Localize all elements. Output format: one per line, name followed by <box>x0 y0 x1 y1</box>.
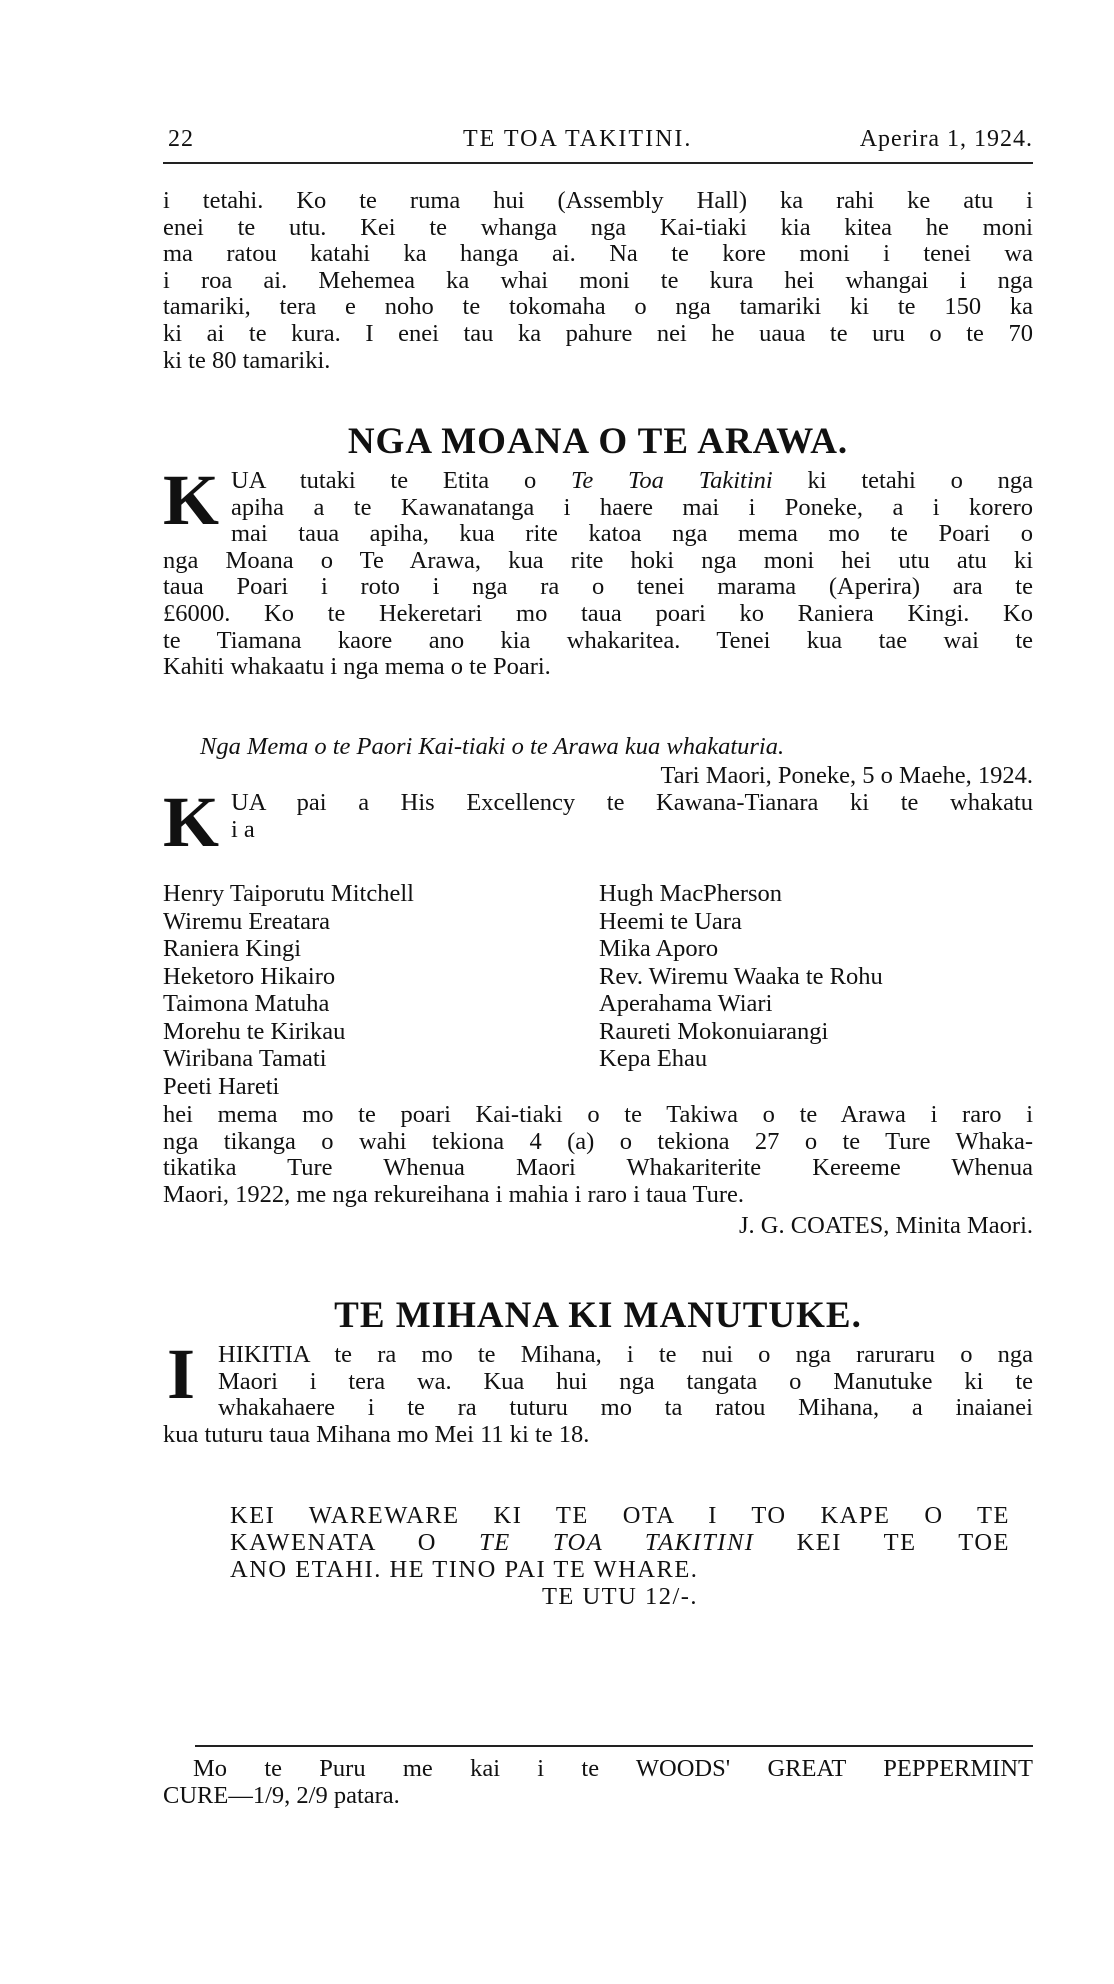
text-line: Kahiti whakaatu i nga mema o te Poari. <box>163 653 551 681</box>
text-line: KAWENATA O TE TOA TAKITINI KEI TE TOE <box>230 1529 1010 1556</box>
text-line: taua Poari i roto i nga ra o tenei marama (Aperira) ara te <box>163 573 1033 601</box>
text-line: i tetahi. Ko te ruma hui (Assembly Hall) ka rahi ke atu i <box>163 187 1033 214</box>
page-header <box>163 126 1033 162</box>
text-line: i roa ai. Mehemea ka whai moni te kura hei whangai i nga <box>163 266 1033 294</box>
list-item: Morehu te Kirikau <box>163 1017 346 1045</box>
publication-title: TE TOA TAKITINI. <box>463 126 693 152</box>
text-line: mai taua apiha, kua rite katoa nga mema mo te Poari o <box>231 520 1033 548</box>
text-line: hei mema mo te poari Kai-tiaki o te Takiwa o te Arawa i raro i <box>163 1101 1033 1128</box>
list-item: Heketoro Hikairo <box>163 962 336 990</box>
text-line: ANO ETAHI. HE TINO PAI TE WHARE. <box>230 1556 699 1583</box>
header-rule <box>163 162 1033 164</box>
arawa-paragraph <box>163 460 1033 681</box>
text-line: apiha a te Kawanatanga i haere mai i Poneke, a i korero <box>231 493 1033 521</box>
text-line: nga Moana o Te Arawa, kua rite hoki nga moni hei utu atu ki <box>163 546 1033 574</box>
section-heading-mihana: TE MIHANA KI MANUTUKE. <box>334 1295 862 1336</box>
text-line: nga tikanga o wahi tekiona 4 (a) o tekiona 27 o te Ture Whaka- <box>163 1127 1033 1155</box>
list-item: Raniera Kingi <box>163 935 302 962</box>
text-line: CURE—1/9, 2/9 patara. <box>163 1782 400 1809</box>
text-line: UA tutaki te Etita o Te Toa Takitini ki tetahi o nga <box>231 467 1033 494</box>
drop-cap: I <box>167 1334 196 1414</box>
notice-signature: J. G. COATES, Minita Maori. <box>739 1212 1033 1239</box>
text-line: Mo te Puru me kai i te WOODS' GREAT PEPPERMINT <box>193 1755 1033 1782</box>
text-line: UA pai a His Excellency te Kawana-Tianara ki te whakatu <box>231 789 1033 816</box>
list-item: Peeti Hareti <box>163 1072 280 1100</box>
text-line: Maori, 1922, me nga rekureihana i mahia i raro i taua Ture. <box>163 1180 745 1208</box>
footer-advert <box>163 1755 1033 1809</box>
issue-date: Aperira 1, 1924. <box>859 126 1033 152</box>
notice-place-date: Tari Maori, Poneke, 5 o Maehe, 1924. <box>660 762 1033 789</box>
text-line: KEI WAREWARE KI TE OTA I TO KAPE O TE <box>230 1502 1010 1529</box>
text-line: TE UTU 12/-. <box>541 1583 699 1610</box>
text-line: HIKITIA te ra mo te Mihana, i te nui o nga raruraru o nga <box>218 1341 1033 1368</box>
text-line: tikatika Ture Whenua Maori Whakariterite Kereeme Whenua <box>163 1154 1033 1182</box>
section-heading-arawa: NGA MOANA O TE ARAWA. <box>347 421 849 462</box>
text-line: ki te 80 tamariki. <box>163 346 331 374</box>
list-item: Rev. Wiremu Waaka te Rohu <box>599 962 883 990</box>
list-item: Aperahama Wiari <box>599 990 773 1017</box>
list-item: Raureti Mokonuiarangi <box>599 1017 829 1045</box>
text-line: i a <box>231 815 255 843</box>
page-number: 22 <box>168 126 194 152</box>
footer-rule <box>195 1745 1033 1747</box>
text-line: ki ai te kura. I enei tau ka pahure nei he uaua te uru o te 70 <box>163 319 1033 347</box>
list-item: Henry Taiporutu Mitchell <box>163 880 414 907</box>
text-line: ma ratou katahi ka hanga ai. Na te kore moni i tenei wa <box>163 240 1033 268</box>
text-line: £6000. Ko te Hekeretari mo taua poari ko Raniera Kingi. Ko <box>163 599 1033 627</box>
notice-closing <box>163 1102 1033 1208</box>
list-item: Wiribana Tamati <box>163 1045 327 1072</box>
text-line: Maori i tera wa. Kua hui nga tangata o Manutuke ki te <box>218 1367 1033 1395</box>
list-item: Taimona Matuha <box>163 990 330 1017</box>
list-item: Kepa Ehau <box>599 1045 708 1072</box>
text-line: tamariki, tera e noho te tokomaha o nga tamariki ki te 150 ka <box>163 293 1033 321</box>
text-line: whakahaere i te ra tuturu mo ta ratou Mihana, a inaianei <box>218 1394 1033 1422</box>
advertisement-notice <box>230 1502 1010 1610</box>
text-line: enei te utu. Kei te whanga nga Kai-tiaki kia kitea he moni <box>163 213 1033 241</box>
list-item: Mika Aporo <box>599 935 719 962</box>
list-item: Heemi te Uara <box>599 907 742 935</box>
names-list-right <box>599 880 883 1073</box>
drop-cap: K <box>163 782 220 862</box>
notice-title: Nga Mema o te Paori Kai-tiaki o te Arawa kua whakaturia. <box>200 733 785 760</box>
mihana-paragraph <box>163 1334 1033 1448</box>
text-line: kua tuturu taua Mihana mo Mei 11 ki te 18. <box>163 1420 590 1448</box>
list-item: Hugh MacPherson <box>599 880 783 907</box>
intro-paragraph <box>163 188 1033 374</box>
text-line: te Tiamana kaore ano kia whakaritea. Tenei kua tae wai te <box>163 626 1033 654</box>
names-list-left <box>163 880 414 1100</box>
list-item: Wiremu Ereatara <box>163 907 331 935</box>
notice-intro <box>163 782 1033 862</box>
drop-cap: K <box>163 460 220 540</box>
